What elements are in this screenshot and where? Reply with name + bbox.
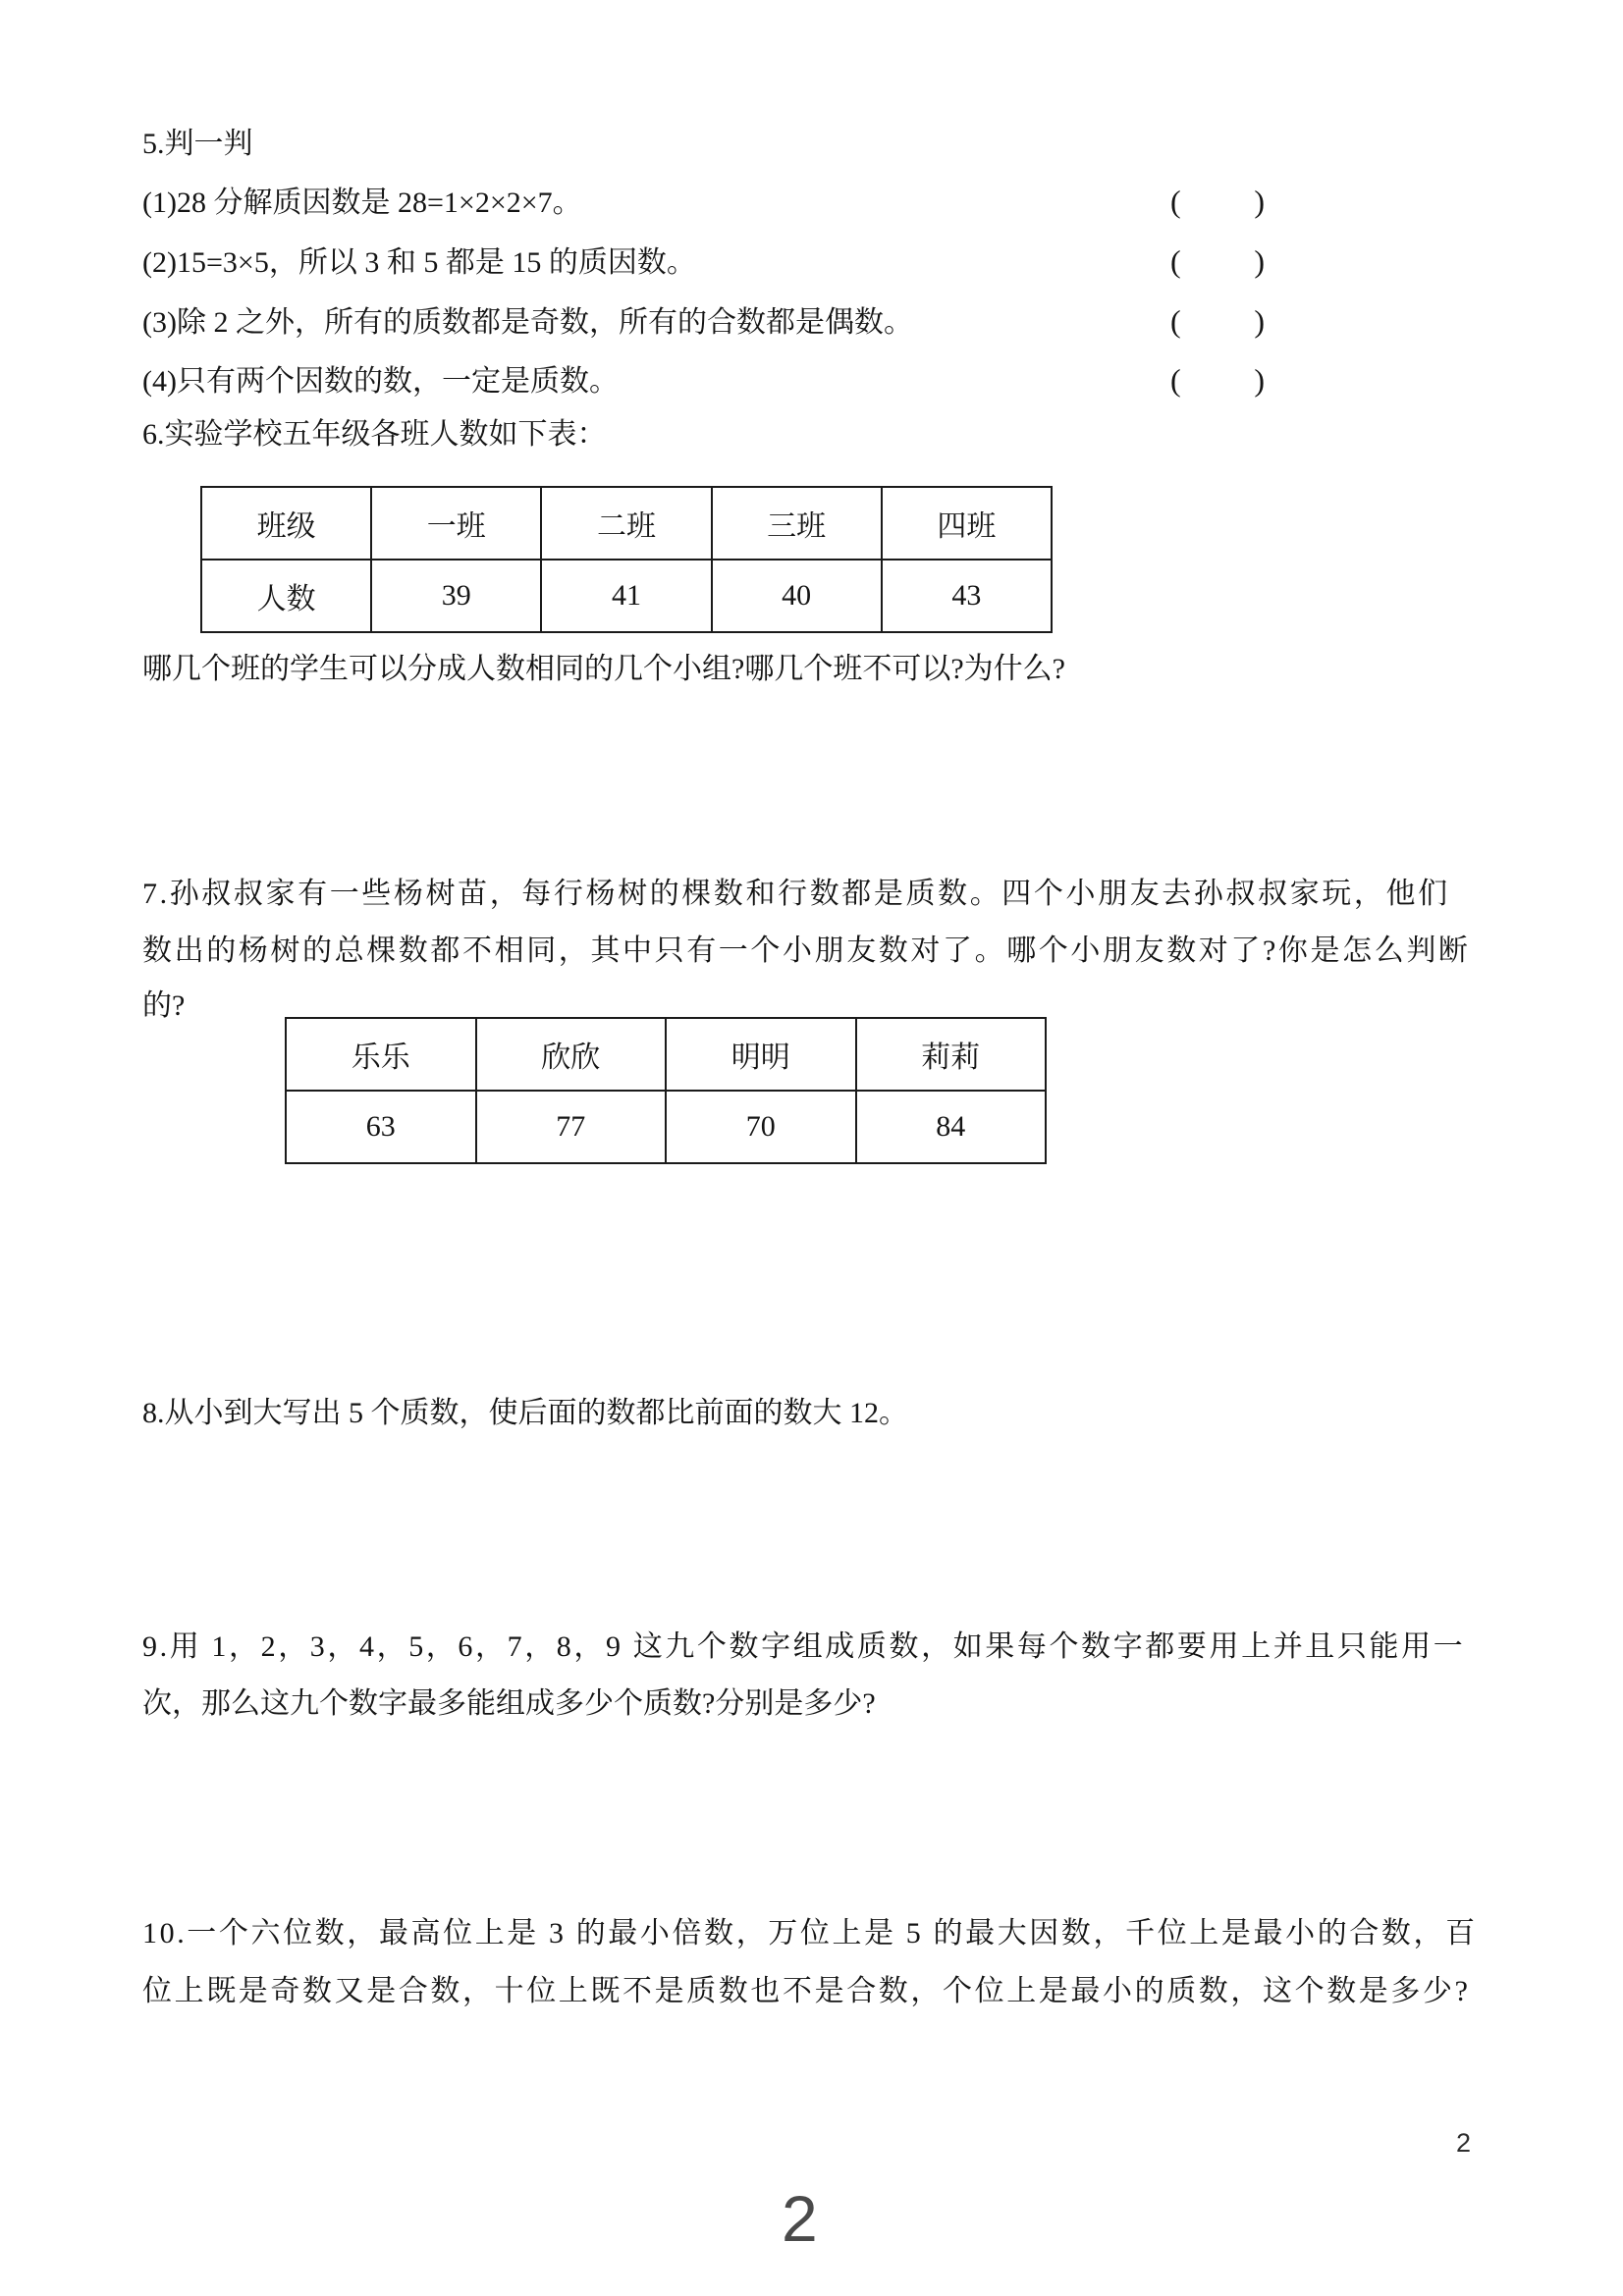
q5-title: 5.判一判: [142, 128, 253, 160]
table-row: [201, 560, 1052, 632]
q7-value-cell: 70: [666, 1091, 856, 1163]
q7-value-cell: 77: [476, 1091, 667, 1163]
paren-open: (: [1170, 303, 1181, 339]
q7-value-cell: 63: [286, 1091, 476, 1163]
q6-header-label-cell: 班级: [201, 487, 371, 560]
page-number-corner: 2: [1456, 2128, 1472, 2158]
q6-title: 6.实验学校五年级各班人数如下表：: [142, 418, 607, 451]
q10-line-2: 位上既是奇数又是合数，十位上既不是质数也不是合数，个位上是最小的质数，这个数是多少?: [142, 1975, 1471, 2007]
q6-row-label-cell: 人数: [201, 560, 371, 632]
q9-line-1: 9.用 1，2，3，4，5，6，7，8，9 这九个数字组成质数，如果每个数字都要用上并且只能用一: [142, 1630, 1466, 1663]
q6-header-cell: 三班: [712, 487, 882, 560]
q7-tree-count-table: [285, 1017, 1047, 1164]
q6-header-cell: 四班: [882, 487, 1052, 560]
table-row: [286, 1091, 1046, 1163]
q5-item-4: (4)只有两个因数的数，一定是质数。: [142, 365, 619, 398]
q8-text: 8.从小到大写出 5 个质数，使后面的数都比前面的数大 12。: [142, 1397, 908, 1429]
q6-header-cell: 二班: [541, 487, 711, 560]
table-row: [201, 487, 1052, 560]
q9-line-2: 次，那么这九个数字最多能组成多少个质数?分别是多少?: [142, 1687, 876, 1720]
q5-item-3-answer-parens: [1170, 302, 1265, 340]
q10-line-1: 10.一个六位数，最高位上是 3 的最小倍数，万位上是 5 的最大因数，千位上是最小的合数，百: [142, 1917, 1478, 1949]
paren-close: ): [1254, 243, 1265, 279]
q5-item-2-answer-parens: [1170, 242, 1265, 280]
q6-value-cell: 43: [882, 560, 1052, 632]
q5-item-4-answer-parens: [1170, 361, 1265, 399]
paren-close: ): [1254, 303, 1265, 339]
q7-header-cell: 欣欣: [476, 1018, 667, 1091]
paren-close: ): [1254, 362, 1265, 398]
q7-line-2: 数出的杨树的总棵数都不相同，其中只有一个小朋友数对了。哪个小朋友数对了?你是怎么判断: [142, 934, 1471, 967]
q7-line-1: 7.孙叔叔家有一些杨树苗，每行杨树的棵数和行数都是质数。四个小朋友去孙叔叔家玩，他们: [142, 878, 1450, 910]
q7-value-cell: 84: [856, 1091, 1047, 1163]
q7-header-cell: 莉莉: [856, 1018, 1047, 1091]
q6-class-size-table: [200, 486, 1053, 633]
q5-item-1-answer-parens: [1170, 183, 1265, 220]
paren-open: (: [1170, 184, 1181, 219]
q6-value-cell: 40: [712, 560, 882, 632]
q6-value-cell: 41: [541, 560, 711, 632]
q5-item-2: (2)15=3×5，所以 3 和 5 都是 15 的质因数。: [142, 246, 696, 279]
q7-header-cell: 乐乐: [286, 1018, 476, 1091]
page-number-center: 2: [782, 2182, 818, 2255]
paren-open: (: [1170, 362, 1181, 398]
q5-item-1: (1)28 分解质因数是 28=1×2×2×7。: [142, 187, 582, 219]
paren-open: (: [1170, 243, 1181, 279]
q7-header-cell: 明明: [666, 1018, 856, 1091]
paren-close: ): [1254, 184, 1265, 219]
q5-item-3: (3)除 2 之外，所有的质数都是奇数，所有的合数都是偶数。: [142, 306, 913, 339]
table-row: [286, 1018, 1046, 1091]
q6-value-cell: 39: [371, 560, 541, 632]
q7-line-3: 的?: [142, 989, 186, 1022]
q6-question: 哪几个班的学生可以分成人数相同的几个小组?哪几个班不可以?为什么?: [142, 653, 1065, 685]
q6-header-cell: 一班: [371, 487, 541, 560]
